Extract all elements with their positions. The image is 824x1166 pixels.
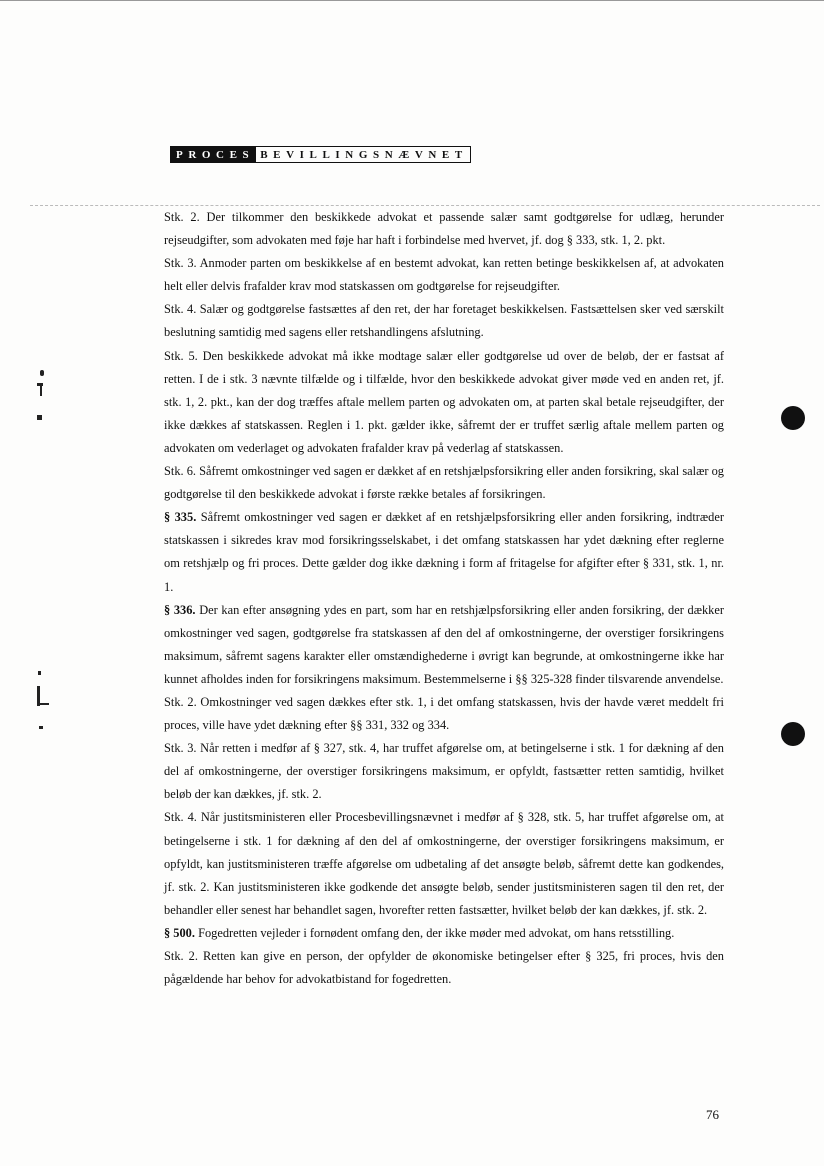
margin-scan-mark <box>40 370 44 376</box>
margin-scan-mark <box>37 415 42 420</box>
paragraph: Stk. 2. Der tilkommer den beskikkede advokat et passende salær samt godtgørelse for udlæg, herunder rejseudgifter, som advokaten med føje har haft i forbindelse med hvervet, jf. dog § 333, stk. 1, 2. pkt. <box>164 210 724 248</box>
document-body <box>164 206 724 991</box>
margin-scan-mark <box>40 386 42 396</box>
paragraph: Stk. 5. Den beskikkede advokat må ikke modtage salær eller godtgørelse ud over de beløb, der er fastsat af retten. I de i stk. 3 nævnte tilfælde og i tilfælde, hvor den beskikkede advokat giver møde ved en anden ret, jf. stk. 1, 2. pkt., kan der dog træffes aftale mellem parten og advokaten om, at parten skal betale rejseudgifter, der ikke dækkes af statskassen. Reglen i 1. pkt. gælder ikke, såfremt der er truffet særlig aftale mellem parten og advokaten om vederlaget og advokaten frafalder krav på vederlag af statskassen. <box>164 348 724 455</box>
margin-scan-mark <box>38 671 41 675</box>
paragraph: Stk. 6. Såfremt omkostninger ved sagen er dækket af en retshjælpsforsikring eller anden forsikring, skal salær og godtgørelse til den beskikkede advokat i første række betales af forsikringen. <box>164 464 724 502</box>
paragraph-section-500: § 500. Fogedretten vejleder i fornødent omfang den, der ikke møder med advokat, om hans retsstilling. <box>164 925 675 940</box>
letterhead-bevillingsnaevnet: BEVILLINGSNÆVNET <box>256 146 471 163</box>
page-number: 76 <box>706 1107 719 1122</box>
margin-scan-mark <box>39 726 43 729</box>
paragraph: Stk. 2. Retten kan give en person, der opfylder de økonomiske betingelser efter § 325, fri proces, hvis den pågældende har behov for advokatbistand for fogedretten. <box>164 949 724 987</box>
paragraph: Stk. 4. Når justitsministeren eller Procesbevillingsnævnet i medfør af § 328, stk. 5, har truffet afgørelse om, at betingelserne i stk. 1 for dækning af den del af omkostningerne, der overstiger forsikringens maksimum, er opfyldt, kan justitsministeren træffe afgørelse om udbetaling af det ansøgte beløb, såfremt dette kan godkendes, jf. stk. 2. Kan justitsministeren ikke godkende det ansøgte beløb, sender justitsministeren sagen til den ret, der behandler eller senest har behandlet sagen, hvorefter retten fastsætter, hvilket beløb der kan dækkes, jf. stk. 2. <box>164 810 724 917</box>
punch-hole-mark-upper <box>781 406 805 430</box>
margin-scan-mark <box>37 703 49 705</box>
page-top-border <box>0 0 824 5</box>
letterhead-banner <box>170 146 471 163</box>
paragraph-section-336: § 336. Der kan efter ansøgning ydes en part, som har en retshjælpsforsikring eller anden forsikring, der dækker omkostninger ved sagen, godtgørelse fra statskassen af den del af omkostningerne, der overstiger forsikringens maksimum, såfremt sagens karakter eller omstændighederne i øvrigt kan begrunde, at omkostningerne ikke har kunnet afholdes inden for forsikringens maksimum. Bestemmelserne i §§ 325-328 finder tilsvarende anvendelse. <box>164 602 725 686</box>
paragraph: Stk. 3. Når retten i medfør af § 327, stk. 4, har truffet afgørelse om, at betingelserne i stk. 1 for dækning af den del af omkostningerne, der overstiger forsikringens maksimum, er opfyldt, fastsætter retten samtidig, hvilket beløb der kan dækkes, jf. stk. 2. <box>164 741 724 802</box>
punch-hole-mark-lower <box>781 722 805 746</box>
letterhead-proces: PROCES <box>170 146 256 163</box>
paragraph-section-335: § 335. Såfremt omkostninger ved sagen er dækket af en retshjælpsforsikring eller anden forsikring, indtræder statskassen i sikredes krav mod forsikringsselskabet, i det omfang statskassen har ydet dækning efter reglerne om retshjælp og fri proces. Dette gælder dog ikke dækning i form af fritagelse for afgifter efter § 331, stk. 1, nr. 1. <box>164 510 724 594</box>
paragraph: Stk. 3. Anmoder parten om beskikkelse af en bestemt advokat, kan retten betinge beskikkelsen af, at advokaten helt eller delvis frafalder krav mod statskassen om godtgørelse for rejseudgifter. <box>164 256 724 294</box>
paragraph: Stk. 2. Omkostninger ved sagen dækkes efter stk. 1, i det omfang statskassen, hvis der havde været meddelt fri proces, ville have ydet dækning efter §§ 331, 332 og 334. <box>164 694 724 733</box>
paragraph: Stk. 4. Salær og godtgørelse fastsættes af den ret, der har foretaget beskikkelsen. Fastsættelsen sker ved særskilt beslutning samtidig med sagens eller retshandlingens afslutning. <box>164 302 724 340</box>
